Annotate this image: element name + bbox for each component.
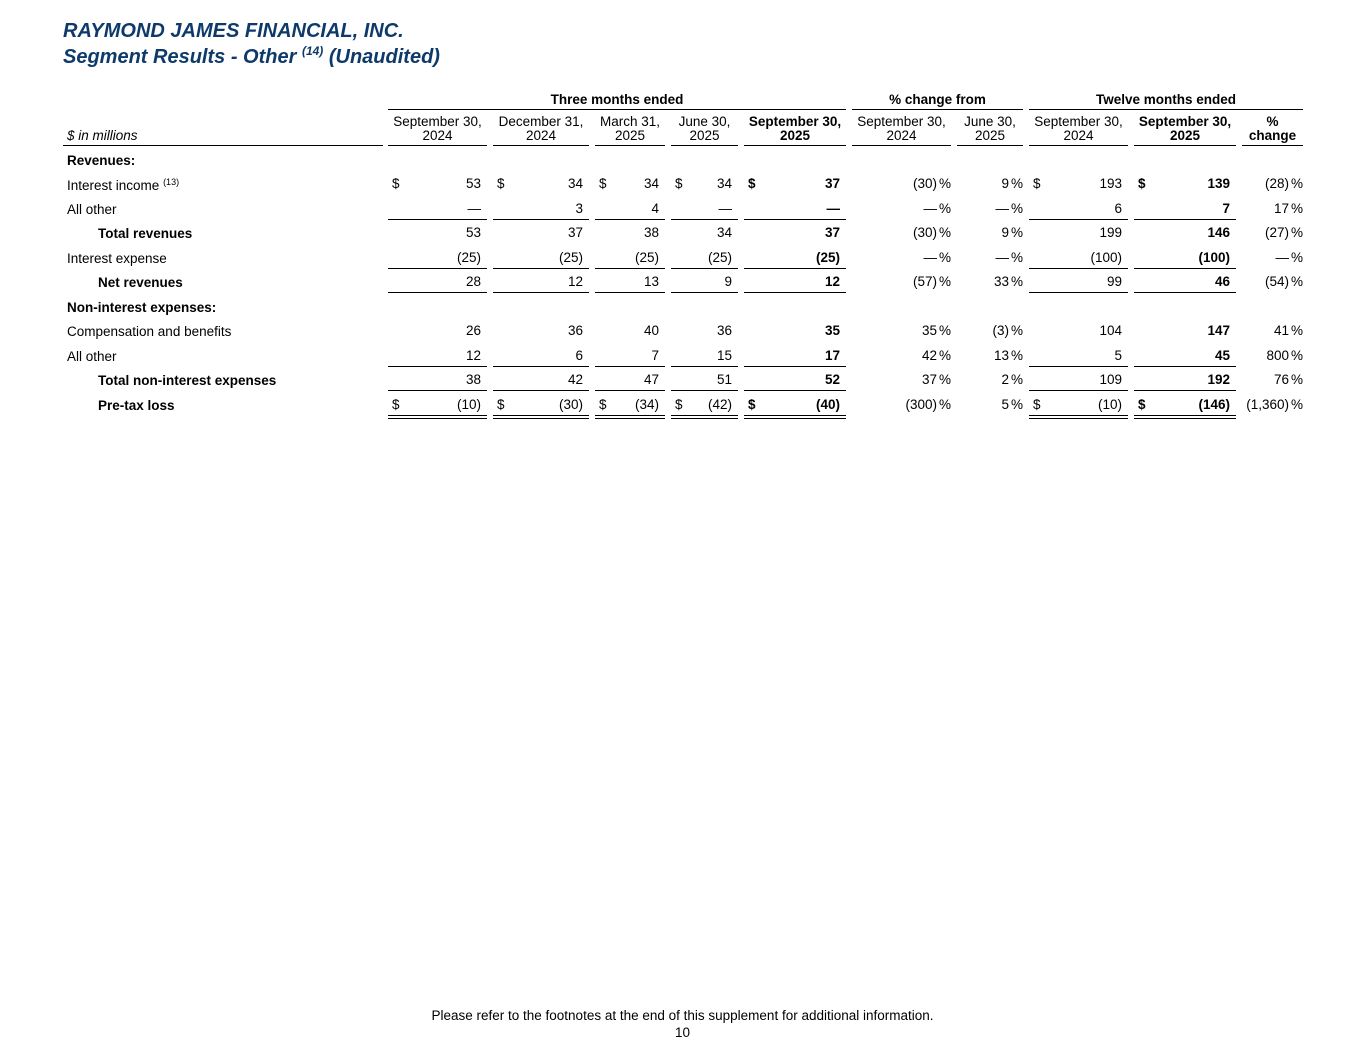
currency-symbol: $ xyxy=(1138,397,1146,412)
cell-all-other-rev-q2: 3 xyxy=(493,201,589,220)
pct-interest-income-p2: 9 % xyxy=(1001,176,1023,191)
cell-interest-income-q1: $ 53 xyxy=(392,176,481,191)
cell-pretax-loss-y1: $ (10) xyxy=(1029,397,1128,419)
pct-comp-benefits-p1: 35 % xyxy=(921,323,951,338)
cell-all-other-exp-q5: 17 xyxy=(744,348,846,367)
pct-total-nonint-p1: 37 % xyxy=(921,372,951,387)
cell-interest-expense-y1: (100) xyxy=(1029,250,1128,269)
cell-total-nonint-y2: 192 xyxy=(1134,372,1236,391)
col-header-q-mar2025: March 31, 2025 xyxy=(595,115,665,143)
row-label-total-revenues: Total revenues xyxy=(98,226,193,241)
title-footnote: (14) xyxy=(301,44,324,58)
currency-symbol: $ xyxy=(497,397,505,412)
pct-all-other-rev-yp: 17 % xyxy=(1273,201,1303,216)
cell-total-nonint-q2: 42 xyxy=(493,372,589,391)
cell-all-other-rev-y2: 7 xyxy=(1134,201,1236,220)
cell-total-nonint-q1: 38 xyxy=(388,372,487,391)
pct-total-nonint-yp: 76 % xyxy=(1273,372,1303,387)
cell-total-revenues-y1: 199 xyxy=(1099,225,1122,240)
row-label-interest-expense: Interest expense xyxy=(67,251,167,266)
pct-pretax-loss-yp: (1,360) % xyxy=(1246,397,1303,412)
cell-net-revenues-q4: 9 xyxy=(671,274,738,293)
cell-comp-benefits-q1: 26 xyxy=(465,323,481,338)
cell-all-other-exp-q4: 15 xyxy=(671,348,738,367)
currency-symbol: $ xyxy=(392,397,400,412)
group-pct-change: % change from xyxy=(852,92,1023,107)
pct-pretax-loss-p2: 5 % xyxy=(1001,397,1023,412)
row-label-all-other-exp: All other xyxy=(67,349,117,364)
section-revenues: Revenues: xyxy=(67,153,136,168)
currency-symbol: $ xyxy=(675,176,683,191)
cell-interest-expense-q4: (25) xyxy=(671,250,738,269)
cell-comp-benefits-q2: 36 xyxy=(567,323,583,338)
currency-symbol: $ xyxy=(748,397,756,412)
col-header-pct-jun2025: June 30, 2025 xyxy=(957,115,1023,143)
cell-interest-expense-q3: (25) xyxy=(595,250,665,269)
footer-note: Please refer to the footnotes at the end of this supplement for additional information. xyxy=(431,1008,934,1023)
cell-net-revenues-q3: 13 xyxy=(595,274,665,293)
pct-all-other-exp-yp: 800 % xyxy=(1266,348,1303,363)
currency-symbol: $ xyxy=(599,397,607,412)
pct-comp-benefits-p2: (3) % xyxy=(992,323,1023,338)
currency-symbol: $ xyxy=(675,397,683,412)
pct-all-other-exp-p2: 13 % xyxy=(993,348,1023,363)
pct-total-nonint-p2: 2 % xyxy=(1001,372,1023,387)
cell-pretax-loss-y2: $ (146) xyxy=(1134,397,1236,419)
pct-interest-income-p1: (30) % xyxy=(912,176,951,191)
pct-interest-expense-yp: — % xyxy=(1275,250,1303,265)
col-header-q-dec2024: December 31, 2024 xyxy=(493,115,589,143)
cell-total-revenues-y2: 146 xyxy=(1207,225,1230,240)
col-header-y-sep2024: September 30, 2024 xyxy=(1029,115,1128,143)
cell-net-revenues-q5: 12 xyxy=(744,274,846,293)
cell-all-other-rev-q3: 4 xyxy=(595,201,665,220)
page-title: Segment Results - Other $^{(14)}$ (Unaudited) xyxy=(63,44,440,68)
cell-net-revenues-y1: 99 xyxy=(1029,274,1128,293)
col-header-y-pct-change: % change xyxy=(1242,115,1303,143)
cell-total-revenues-q1: 53 xyxy=(465,225,481,240)
pct-net-revenues-p2: 33 % xyxy=(993,274,1023,289)
currency-symbol: $ xyxy=(599,176,607,191)
cell-comp-benefits-q5: 35 xyxy=(824,323,840,338)
cell-pretax-loss-q1: $ (10) xyxy=(388,397,487,419)
pct-interest-expense-p2: — % xyxy=(995,250,1023,265)
cell-all-other-exp-q2: 6 xyxy=(493,348,589,367)
cell-comp-benefits-q4: 36 xyxy=(716,323,732,338)
row-label-comp-benefits: Compensation and benefits xyxy=(67,324,232,339)
cell-all-other-rev-q4: — xyxy=(671,201,738,220)
cell-interest-income-q2: $ 34 xyxy=(497,176,583,191)
cell-all-other-rev-q1: — xyxy=(388,201,487,220)
cell-total-nonint-q5: 52 xyxy=(744,372,846,391)
cell-interest-expense-q2: (25) xyxy=(493,250,589,269)
cell-pretax-loss-q3: $ (34) xyxy=(595,397,665,419)
currency-symbol: $ xyxy=(497,176,505,191)
pct-net-revenues-p1: (57) % xyxy=(912,274,951,289)
cell-pretax-loss-q5: $ (40) xyxy=(744,397,846,419)
section-non-interest-expenses: Non-interest expenses: xyxy=(67,300,217,315)
cell-all-other-rev-y1: 6 xyxy=(1029,201,1128,220)
cell-comp-benefits-q3: 40 xyxy=(643,323,659,338)
currency-symbol: $ xyxy=(1033,176,1041,191)
cell-all-other-exp-y2: 45 xyxy=(1134,348,1236,367)
cell-all-other-exp-q1: 12 xyxy=(388,348,487,367)
pct-all-other-rev-p1: — % xyxy=(923,201,951,216)
currency-symbol: $ xyxy=(748,176,756,191)
pct-all-other-rev-p2: — % xyxy=(995,201,1023,216)
col-header-q-sep2024: September 30, 2024 xyxy=(388,115,487,143)
cell-net-revenues-q1: 28 xyxy=(388,274,487,293)
company-title: RAYMOND JAMES FINANCIAL, INC. xyxy=(63,20,404,42)
cell-total-nonint-q3: 47 xyxy=(595,372,665,391)
pct-interest-income-yp: (28) % xyxy=(1264,176,1303,191)
pct-interest-expense-p1: — % xyxy=(923,250,951,265)
col-header-pct-sep2024: September 30, 2024 xyxy=(852,115,951,143)
cell-interest-expense-y2: (100) xyxy=(1134,250,1236,269)
row-label-total-nonint: Total non-interest expenses xyxy=(98,373,277,388)
footnote-marker: (13) xyxy=(163,177,180,187)
group-twelve-months: Twelve months ended xyxy=(1029,92,1303,107)
cell-comp-benefits-y2: 147 xyxy=(1207,323,1230,338)
pct-pretax-loss-p1: (300) % xyxy=(905,397,951,412)
row-label-net-revenues: Net revenues xyxy=(98,275,183,290)
cell-interest-expense-q5: (25) xyxy=(744,250,846,269)
col-header-q-jun2025: June 30, 2025 xyxy=(671,115,738,143)
pct-net-revenues-yp: (54) % xyxy=(1264,274,1303,289)
cell-total-revenues-q2: 37 xyxy=(567,225,583,240)
row-label-pretax-loss: Pre-tax loss xyxy=(98,398,175,413)
units-label: $ in millions xyxy=(67,128,138,143)
currency-symbol: $ xyxy=(1033,397,1041,412)
currency-symbol: $ xyxy=(392,176,400,191)
cell-total-revenues-q3: 38 xyxy=(643,225,659,240)
pct-total-revenues-yp: (27) % xyxy=(1264,225,1303,240)
cell-all-other-exp-y1: 5 xyxy=(1029,348,1128,367)
cell-net-revenues-y2: 46 xyxy=(1134,274,1236,293)
page-number: 10 xyxy=(674,1025,691,1040)
cell-interest-expense-q1: (25) xyxy=(388,250,487,269)
cell-total-nonint-y1: 109 xyxy=(1029,372,1128,391)
cell-net-revenues-q2: 12 xyxy=(493,274,589,293)
cell-pretax-loss-q4: $ (42) xyxy=(671,397,738,419)
cell-total-revenues-q5: 37 xyxy=(824,225,840,240)
cell-interest-income-y2: $ 139 xyxy=(1138,176,1230,191)
cell-total-nonint-q4: 51 xyxy=(671,372,738,391)
cell-all-other-exp-q3: 7 xyxy=(595,348,665,367)
cell-pretax-loss-q2: $ (30) xyxy=(493,397,589,419)
cell-total-revenues-q4: 34 xyxy=(716,225,732,240)
cell-interest-income-q4: $ 34 xyxy=(675,176,732,191)
col-header-y-sep2025: September 30, 2025 xyxy=(1134,115,1236,143)
cell-interest-income-q5: $ 37 xyxy=(748,176,840,191)
group-three-months: Three months ended xyxy=(388,92,846,107)
row-label-all-other-rev: All other xyxy=(67,202,117,217)
currency-symbol: $ xyxy=(1138,176,1146,191)
cell-interest-income-q3: $ 34 xyxy=(599,176,659,191)
cell-comp-benefits-y1: 104 xyxy=(1099,323,1122,338)
cell-interest-income-y1: $ 193 xyxy=(1033,176,1122,191)
pct-comp-benefits-yp: 41 % xyxy=(1273,323,1303,338)
row-label-interest-income: Interest income $^{(13)}$ xyxy=(67,177,180,193)
pct-total-revenues-p1: (30) % xyxy=(912,225,951,240)
col-header-q-sep2025: September 30, 2025 xyxy=(744,115,846,143)
cell-all-other-rev-q5: — xyxy=(744,201,846,220)
units-underline xyxy=(63,145,383,146)
pct-all-other-exp-p1: 42 % xyxy=(921,348,951,363)
pct-total-revenues-p2: 9 % xyxy=(1001,225,1023,240)
